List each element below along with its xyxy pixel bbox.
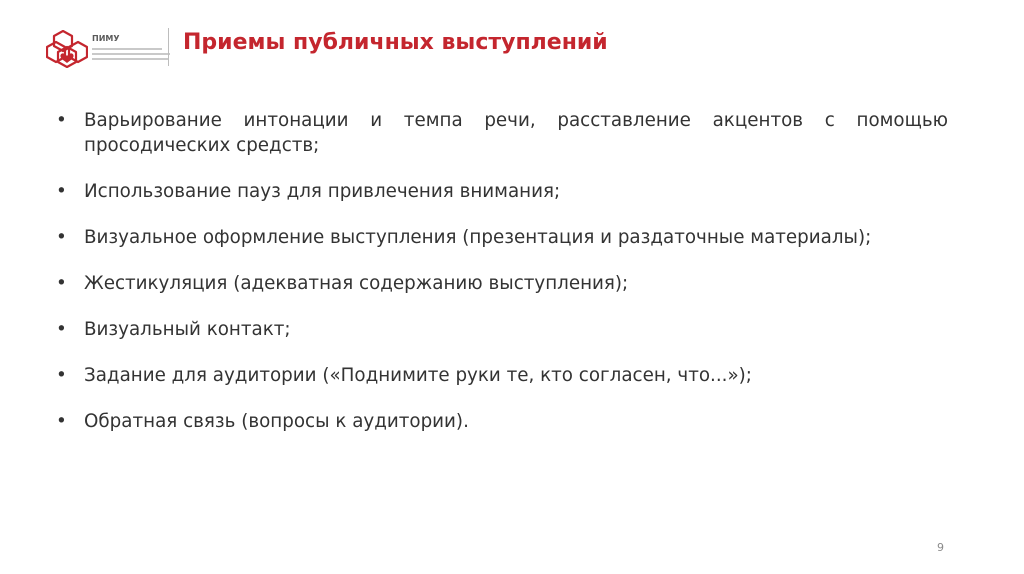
bullet-dot-icon: •: [56, 181, 67, 202]
list-item: [56, 317, 948, 342]
bullet-dot-icon: •: [56, 411, 67, 432]
list-item: [56, 225, 948, 250]
logo-caption-line: [92, 53, 170, 55]
bullet-dot-icon: •: [56, 365, 67, 386]
page-title: Приемы публичных выступлений: [183, 30, 608, 55]
list-item: [56, 108, 948, 158]
list-item: [56, 179, 948, 204]
logo-caption-line: [92, 48, 162, 50]
list-item: [56, 409, 948, 434]
bullet-dot-icon: •: [56, 273, 67, 294]
pimu-logo-icon: [46, 30, 88, 68]
bullet-dot-icon: •: [56, 110, 67, 131]
list-item: [56, 363, 948, 388]
pimu-logo: [46, 27, 174, 71]
list-item: [56, 271, 948, 296]
page-number: 9: [937, 541, 944, 554]
bullet-dot-icon: •: [56, 319, 67, 340]
list-item-text: Жестикуляция (адекватная содержанию выступления);: [84, 273, 629, 294]
bullet-dot-icon: •: [56, 227, 67, 248]
list-item-text: Варьирование интонации и темпа речи, расставление акцентов с помощью просодических средств;: [84, 110, 948, 156]
list-item-text: Использование пауз для привлечения внимания;: [84, 181, 561, 202]
list-item-text: Визуальное оформление выступления (презентация и раздаточные материалы);: [84, 227, 872, 248]
logo-caption-line: [92, 58, 168, 60]
list-item-text: Задание для аудитории («Поднимите руки те, кто согласен, что...»);: [84, 365, 752, 386]
list-item-text: Обратная связь (вопросы к аудитории).: [84, 411, 469, 432]
bullet-list: [56, 108, 948, 455]
logo-name: ПИМУ: [92, 34, 120, 43]
list-item-text: Визуальный контакт;: [84, 319, 291, 340]
header-divider: [168, 28, 169, 66]
